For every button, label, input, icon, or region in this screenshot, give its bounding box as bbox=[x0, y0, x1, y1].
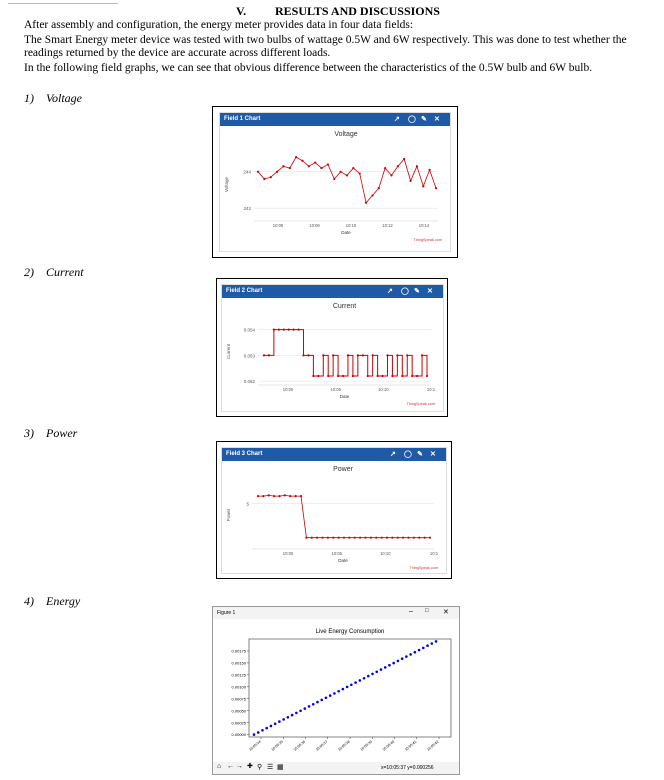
x-axis-label: Date bbox=[341, 230, 351, 235]
forward-icon[interactable]: → bbox=[236, 763, 243, 770]
data-point bbox=[397, 537, 399, 539]
x-tick-label: 10:05:42 bbox=[426, 739, 440, 752]
data-point bbox=[405, 655, 408, 658]
data-point bbox=[372, 354, 374, 356]
data-point bbox=[333, 692, 336, 695]
data-point bbox=[435, 187, 437, 189]
data-point bbox=[270, 176, 272, 178]
x-tick-label: 10:10 bbox=[378, 387, 389, 392]
data-point bbox=[380, 668, 383, 671]
data-point bbox=[422, 185, 424, 187]
comment-icon[interactable]: ◯ bbox=[408, 116, 416, 123]
data-point bbox=[308, 705, 311, 708]
x-tick-label: 10:05:39 bbox=[359, 739, 373, 752]
y-tick-label: 0.00050 bbox=[231, 708, 246, 714]
x-tick-label: 10:10 bbox=[345, 223, 357, 228]
data-point bbox=[414, 651, 417, 654]
x-tick-label: 10:05 bbox=[330, 387, 341, 392]
y-tick-label: 0.00175 bbox=[231, 648, 246, 654]
data-point bbox=[352, 167, 354, 169]
data-point bbox=[297, 328, 299, 330]
data-point bbox=[418, 537, 420, 539]
data-point bbox=[273, 328, 275, 330]
window-title: Figure 1 bbox=[217, 610, 236, 616]
x-tick-label: 10:12 bbox=[382, 223, 393, 228]
data-point bbox=[282, 165, 284, 167]
data-point bbox=[305, 537, 307, 539]
data-point bbox=[416, 165, 418, 167]
subsection-power: 3) Power bbox=[24, 426, 78, 440]
data-point bbox=[359, 679, 362, 682]
data-point bbox=[317, 375, 319, 377]
subsection-current: 2) Current bbox=[24, 265, 84, 279]
data-point bbox=[391, 537, 393, 539]
external-link-icon[interactable]: ↗ bbox=[390, 451, 396, 458]
data-point bbox=[430, 642, 433, 645]
data-point bbox=[371, 194, 373, 196]
data-point bbox=[346, 686, 349, 689]
x-tick-label: 10:1 bbox=[429, 551, 439, 556]
data-point bbox=[276, 171, 278, 173]
y-tick-label: 0.00150 bbox=[231, 660, 246, 666]
data-point bbox=[312, 375, 314, 377]
data-point bbox=[365, 202, 367, 204]
data-point bbox=[363, 677, 366, 680]
data-point bbox=[253, 733, 256, 736]
close-icon[interactable]: ✕ bbox=[427, 288, 433, 295]
header-rule bbox=[8, 3, 118, 4]
card-header bbox=[220, 113, 450, 126]
data-point bbox=[316, 537, 318, 539]
external-link-icon[interactable]: ↗ bbox=[387, 288, 393, 295]
back-icon[interactable]: ← bbox=[227, 763, 234, 770]
y-tick-label: 0.00025 bbox=[231, 720, 246, 726]
data-point bbox=[367, 375, 369, 377]
data-point bbox=[329, 694, 332, 697]
x-axis-label: Date bbox=[339, 394, 350, 399]
credit-label: ThingSpeak.com bbox=[409, 566, 438, 570]
data-point bbox=[257, 495, 259, 497]
pencil-icon[interactable]: ✎ bbox=[417, 451, 423, 458]
data-point bbox=[282, 718, 285, 721]
data-point bbox=[435, 640, 438, 643]
energy-chart bbox=[213, 619, 459, 761]
data-point bbox=[397, 165, 399, 167]
x-tick-label: 10:14 bbox=[418, 223, 430, 228]
data-point bbox=[397, 660, 400, 663]
coordinate-readout: x=10:05:37 y=0.000256 bbox=[381, 765, 434, 771]
y-tick-label: 0.00125 bbox=[231, 672, 246, 678]
chart-title: Power bbox=[333, 466, 353, 473]
data-point bbox=[375, 537, 377, 539]
pencil-icon[interactable]: ✎ bbox=[414, 288, 420, 295]
data-point bbox=[413, 537, 415, 539]
y-tick-label: 244 bbox=[243, 169, 251, 175]
chart-title: Voltage bbox=[334, 131, 358, 138]
data-point bbox=[288, 328, 290, 330]
data-point bbox=[295, 495, 297, 497]
x-tick-label: 10:05:40 bbox=[381, 739, 396, 752]
data-point bbox=[388, 664, 391, 667]
x-tick-label: 10:10 bbox=[380, 551, 391, 556]
y-tick-label: 0.00075 bbox=[231, 696, 246, 702]
data-point bbox=[411, 375, 413, 377]
data-point bbox=[418, 649, 421, 652]
comment-icon[interactable]: ◯ bbox=[401, 288, 409, 295]
series-line bbox=[258, 495, 430, 537]
data-point bbox=[311, 537, 313, 539]
data-point bbox=[354, 681, 357, 684]
zoom-icon[interactable]: ⚲ bbox=[257, 764, 263, 771]
data-point bbox=[407, 537, 409, 539]
y-tick-label: 0.054 bbox=[243, 327, 255, 333]
data-point bbox=[347, 354, 349, 356]
data-point bbox=[301, 160, 303, 162]
data-point bbox=[390, 174, 392, 176]
data-point bbox=[409, 180, 411, 182]
data-point bbox=[325, 696, 328, 699]
data-point bbox=[377, 375, 379, 377]
x-tick-label: 10:05 bbox=[331, 551, 342, 556]
window-titlebar bbox=[213, 607, 459, 619]
chart-title: Live Energy Consumption bbox=[315, 629, 385, 635]
data-point bbox=[278, 720, 281, 723]
data-point bbox=[342, 375, 344, 377]
data-point bbox=[359, 537, 361, 539]
data-point bbox=[327, 537, 329, 539]
data-point bbox=[314, 162, 316, 164]
x-tick-label: 10:05:36 bbox=[292, 739, 307, 752]
data-point bbox=[263, 178, 265, 180]
panel-title: Field 2 Chart bbox=[226, 288, 263, 294]
data-point bbox=[396, 354, 398, 356]
data-point bbox=[308, 165, 310, 167]
card-header bbox=[222, 448, 446, 461]
data-point bbox=[327, 163, 329, 165]
maximize-icon[interactable]: □ bbox=[425, 608, 429, 614]
data-point bbox=[274, 722, 277, 725]
x-tick-label: 10:00 bbox=[282, 387, 294, 392]
data-point bbox=[327, 375, 329, 377]
y-tick-label: 5 bbox=[246, 501, 249, 507]
data-point bbox=[426, 644, 429, 647]
data-point bbox=[381, 375, 383, 377]
data-point bbox=[307, 354, 309, 356]
data-point bbox=[364, 537, 366, 539]
data-point bbox=[370, 537, 372, 539]
data-point bbox=[371, 673, 374, 676]
data-point bbox=[316, 701, 319, 704]
data-point bbox=[416, 375, 418, 377]
data-point bbox=[402, 537, 404, 539]
data-point bbox=[392, 662, 395, 665]
data-point bbox=[302, 354, 304, 356]
y-axis-label: Voltage bbox=[224, 176, 229, 193]
x-tick-label: 10:08 bbox=[309, 223, 320, 228]
data-point bbox=[262, 495, 264, 497]
minimize-icon[interactable]: – bbox=[409, 608, 413, 615]
data-point bbox=[287, 716, 290, 719]
data-point bbox=[312, 703, 315, 706]
data-point bbox=[289, 167, 291, 169]
y-tick-label: 0.00000 bbox=[231, 732, 246, 738]
data-point bbox=[320, 699, 323, 702]
section-title: RESULTS AND DISCUSSIONS bbox=[275, 4, 440, 18]
data-point bbox=[421, 354, 423, 356]
data-point bbox=[343, 537, 345, 539]
data-point bbox=[333, 178, 335, 180]
data-point bbox=[265, 727, 268, 730]
pan-icon[interactable]: ✚ bbox=[247, 763, 253, 770]
data-point bbox=[338, 537, 340, 539]
series-line bbox=[258, 157, 436, 203]
data-point bbox=[346, 174, 348, 176]
close-icon[interactable]: ✕ bbox=[443, 609, 449, 616]
paragraph-graphs: In the following field graphs, we can see that obvious difference between the characteristics of the 0.5W bulb and 6W bulb. bbox=[24, 62, 593, 74]
x-tick-label: 10:05:37 bbox=[315, 739, 329, 752]
panel-title: Field 3 Chart bbox=[226, 451, 263, 457]
section-number: V. bbox=[236, 4, 247, 18]
data-point bbox=[409, 653, 412, 656]
configure-icon[interactable]: ☰ bbox=[267, 764, 274, 771]
data-point bbox=[273, 495, 275, 497]
credit-label: ThingSpeak.com bbox=[413, 238, 442, 242]
subsection-energy: 4) Energy bbox=[24, 594, 81, 608]
y-tick-label: 242 bbox=[243, 206, 251, 212]
x-tick-label: 10:06 bbox=[272, 223, 284, 228]
data-point bbox=[268, 494, 270, 496]
power-chart bbox=[222, 461, 446, 573]
data-point bbox=[300, 495, 302, 497]
data-point bbox=[299, 709, 302, 712]
data-point bbox=[354, 537, 356, 539]
data-point bbox=[406, 354, 408, 356]
figure-current bbox=[216, 278, 448, 417]
close-icon[interactable]: ✕ bbox=[434, 116, 440, 123]
data-point bbox=[401, 657, 404, 660]
data-point bbox=[289, 495, 291, 497]
data-point bbox=[295, 712, 298, 715]
data-point bbox=[332, 354, 334, 356]
data-point bbox=[257, 731, 260, 734]
data-point bbox=[384, 167, 386, 169]
data-point bbox=[357, 354, 359, 356]
data-point bbox=[378, 187, 380, 189]
chart-card-power bbox=[221, 447, 447, 574]
data-point bbox=[350, 683, 353, 686]
data-point bbox=[268, 354, 270, 356]
voltage-chart bbox=[220, 126, 450, 251]
data-point bbox=[337, 375, 339, 377]
data-point bbox=[348, 537, 350, 539]
close-icon[interactable]: ✕ bbox=[430, 451, 436, 458]
y-tick-label: 0.053 bbox=[243, 353, 255, 359]
data-point bbox=[426, 375, 428, 377]
data-point bbox=[422, 647, 425, 650]
series-line bbox=[264, 330, 427, 376]
data-point bbox=[337, 690, 340, 693]
chart-title: Current bbox=[332, 303, 357, 310]
data-point bbox=[386, 354, 388, 356]
x-tick-label: 10:05:35 bbox=[270, 739, 284, 752]
data-point bbox=[342, 688, 345, 691]
data-point bbox=[291, 714, 294, 717]
data-point bbox=[384, 666, 387, 669]
data-point bbox=[403, 158, 405, 160]
current-chart bbox=[222, 298, 443, 411]
chart-card-voltage bbox=[219, 112, 451, 252]
data-point bbox=[261, 729, 264, 732]
data-point bbox=[295, 156, 297, 158]
figure-voltage bbox=[212, 106, 458, 258]
x-tick-label: 10:05:34 bbox=[248, 739, 262, 752]
card-header bbox=[222, 285, 443, 298]
chart-card-current bbox=[221, 284, 444, 412]
figure-power bbox=[216, 441, 452, 579]
data-point bbox=[352, 375, 354, 377]
data-point bbox=[424, 537, 426, 539]
data-point bbox=[359, 172, 361, 174]
data-point bbox=[270, 725, 273, 728]
data-point bbox=[303, 707, 306, 710]
data-point bbox=[284, 494, 286, 496]
data-point bbox=[278, 495, 280, 497]
data-point bbox=[322, 354, 324, 356]
y-tick-label: 0.052 bbox=[243, 379, 255, 385]
data-point bbox=[283, 328, 285, 330]
data-point bbox=[257, 171, 259, 173]
data-point bbox=[391, 375, 393, 377]
data-point bbox=[429, 537, 431, 539]
save-icon[interactable]: ▦ bbox=[277, 764, 284, 771]
x-tick-label: 10:1 bbox=[426, 387, 436, 392]
data-point bbox=[332, 537, 334, 539]
data-point bbox=[321, 537, 323, 539]
data-point bbox=[293, 328, 295, 330]
data-point bbox=[367, 675, 370, 678]
paragraph-intro: After assembly and configuration, the energy meter provides data in four data fields: bbox=[24, 19, 414, 31]
data-point bbox=[362, 354, 364, 356]
x-axis-label: Date bbox=[338, 558, 348, 563]
external-link-icon[interactable]: ↗ bbox=[394, 116, 400, 123]
x-tick-label: 10:00 bbox=[282, 551, 294, 556]
y-tick-label: 0.00100 bbox=[231, 684, 246, 690]
x-tick-label: 10:05:38 bbox=[337, 739, 351, 752]
data-point bbox=[381, 537, 383, 539]
home-icon[interactable]: ⌂ bbox=[217, 763, 222, 770]
panel-title: Field 1 Chart bbox=[224, 116, 261, 122]
data-point bbox=[320, 167, 322, 169]
data-point bbox=[263, 354, 265, 356]
paragraph-test: The Smart Energy meter device was tested with two bulbs of wattage 0.5W and 6W respectively. This was done to test whether the readings returned by the device are accurate across different loads. bbox=[24, 34, 627, 59]
data-point bbox=[340, 171, 342, 173]
data-point bbox=[429, 169, 431, 171]
data-point bbox=[386, 537, 388, 539]
data-point bbox=[375, 670, 378, 673]
comment-icon[interactable]: ◯ bbox=[404, 451, 412, 458]
pencil-icon[interactable]: ✎ bbox=[421, 116, 427, 123]
credit-label: ThingSpeak.com bbox=[406, 402, 435, 406]
y-axis-label: Current bbox=[226, 343, 231, 360]
data-point bbox=[278, 328, 280, 330]
subsection-voltage: 1) Voltage bbox=[24, 91, 82, 105]
figure-energy bbox=[212, 606, 460, 775]
y-axis-label: Power bbox=[226, 508, 231, 522]
x-tick-label: 10:05:41 bbox=[404, 739, 418, 752]
data-point bbox=[401, 375, 403, 377]
toolbar bbox=[213, 762, 459, 774]
